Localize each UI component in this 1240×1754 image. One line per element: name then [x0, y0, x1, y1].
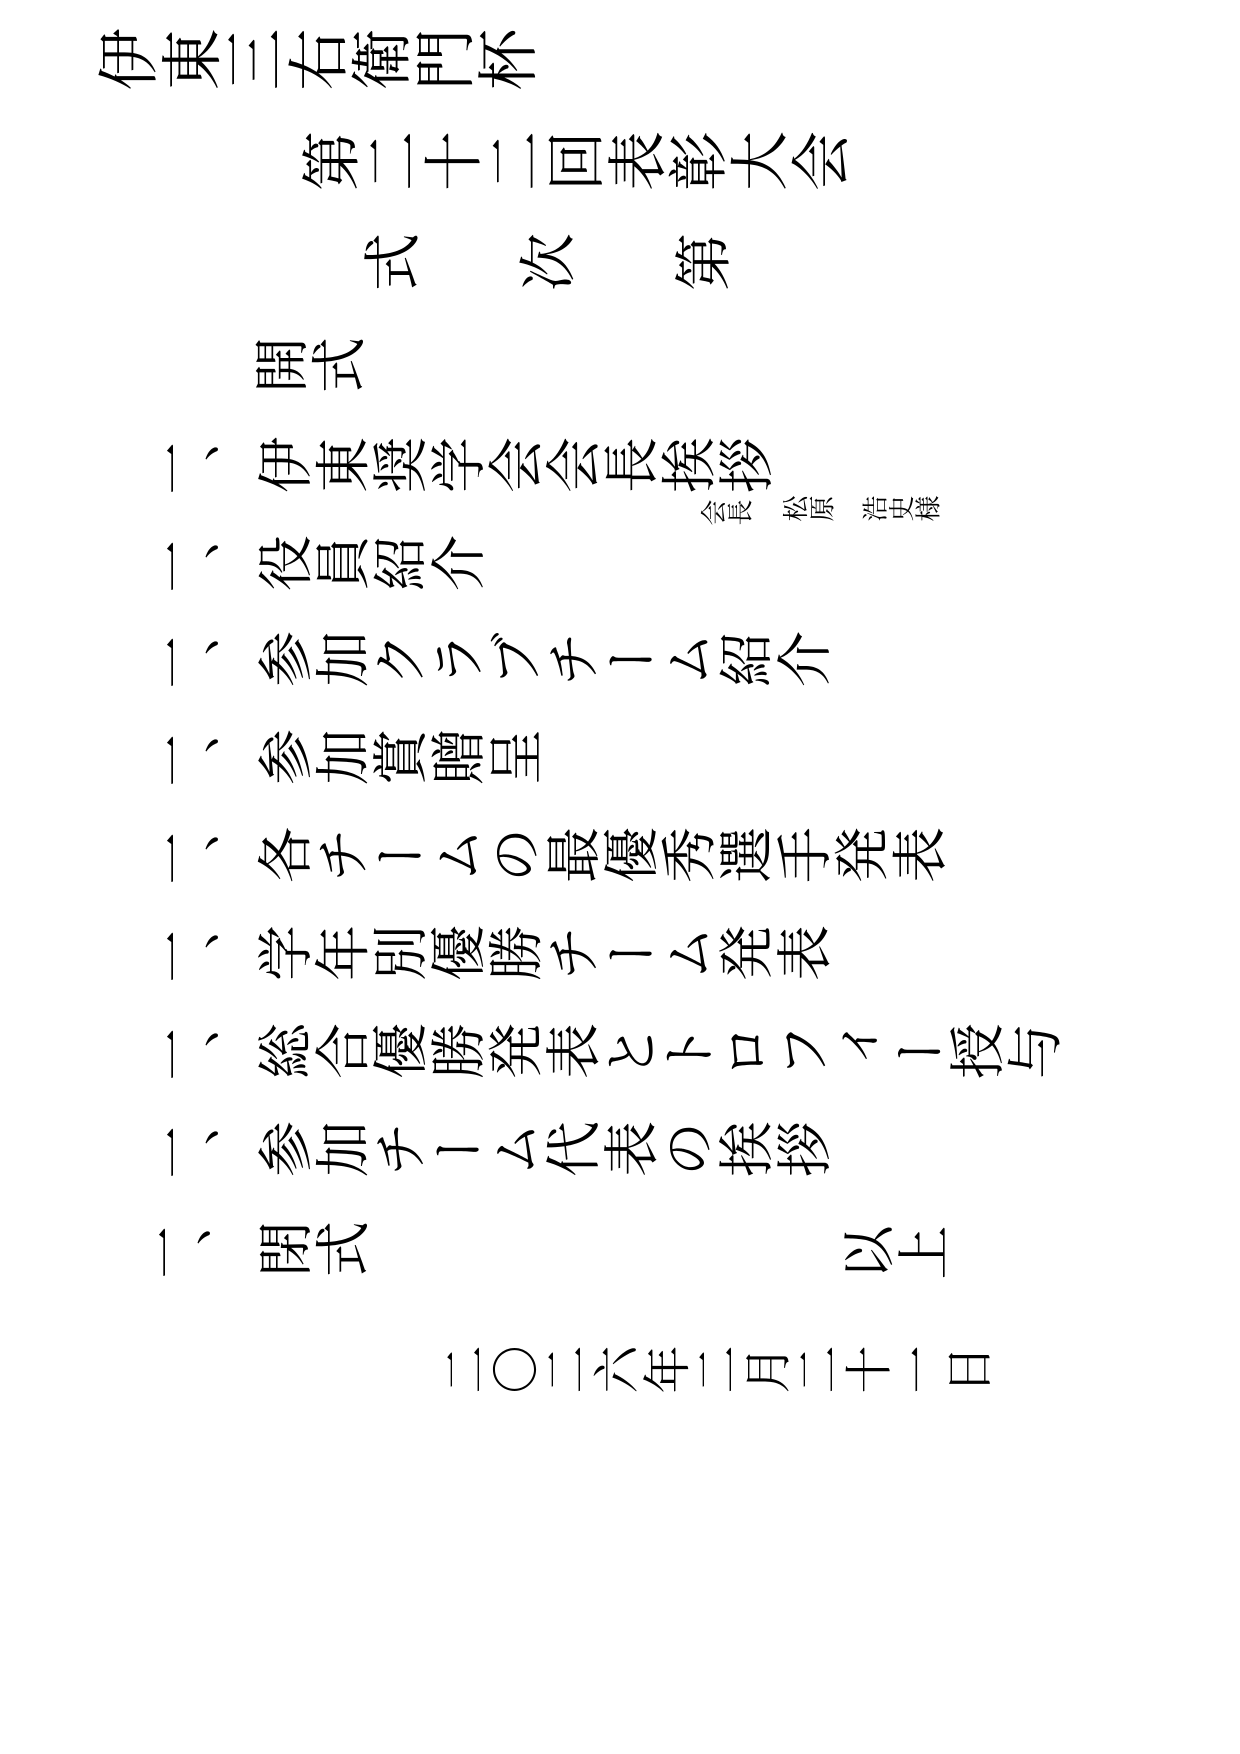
document-program-title: 式 次 第 [362, 233, 751, 301]
document-event-title: 第二十二回表彰大会 [300, 131, 851, 201]
list-item-text: 各チームの最優秀選手発表 [256, 827, 949, 892]
list-item-number: 一、 [148, 444, 258, 504]
list-item-number: 一、 [148, 542, 258, 602]
list-item-text: 参加チーム代表の挨拶 [256, 1121, 833, 1186]
list-item-number: 一、 [148, 736, 258, 796]
list-item-annotation-role: 会長 [700, 500, 754, 530]
document-date: 二〇二六年二月二十一日 [440, 1346, 995, 1402]
list-item-text: 役員紹介 [256, 535, 487, 600]
list-item-number: 一、 [148, 932, 258, 992]
document-opening-label: 開式 [252, 337, 368, 402]
list-item-annotation-name: 松原 浩史様 [782, 496, 942, 526]
closing-note: 以上 [840, 1225, 952, 1288]
document-header-title: 伊東三右衛門杯 [96, 28, 539, 101]
list-item-text: 参加賞贈呈 [256, 729, 545, 794]
list-item-text: 伊東奨学会会長挨拶 [256, 437, 776, 502]
list-item-text: 総合優勝発表とトロフィー授与 [256, 1023, 1064, 1088]
list-item-number: 一、 [148, 834, 258, 894]
list-item-text: 学年別優勝チーム発表 [256, 925, 833, 990]
closing-label: 閉式 [256, 1221, 372, 1286]
closing-number: 一、 [140, 1228, 250, 1288]
list-item-number: 一、 [148, 1030, 258, 1090]
list-item-number: 一、 [148, 638, 258, 698]
list-item-number: 一、 [148, 1128, 258, 1188]
list-item-text: 参加クラブチーム紹介 [256, 631, 833, 696]
